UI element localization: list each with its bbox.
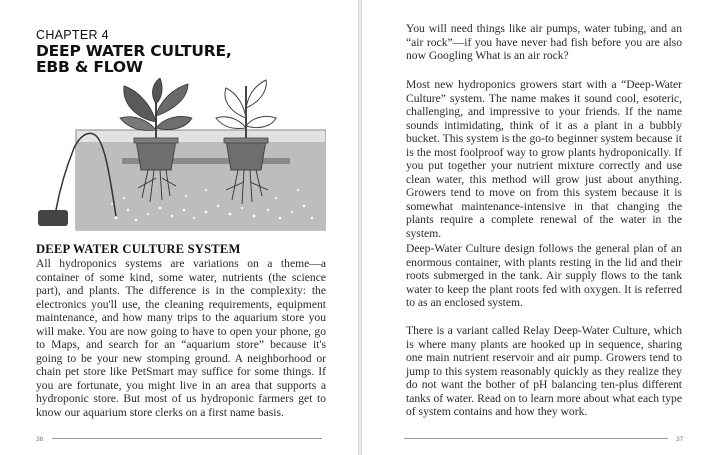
footer-rule-right [404, 438, 668, 439]
chapter-label: CHAPTER 4 [36, 28, 109, 42]
right-paragraph-2: Most new hydroponics growers start with a “Deep-Water Culture” system. The name makes it sound cool, esoteric, challenging, and impressive to your friends. If the name sounds intimidating, think of it as a plant in a bubbly bucket. This system is the go-to beginner system because it is the most foolproof way to grow plants hydroponically. If you put together your nutrient mixture correctly and use clean water, this method will grow just about anything. Growers tend to move on from this system because it is somewhat maintenance-intensive in that changing the plants require a complete renewal of the water in the system. [406, 78, 682, 240]
left-page [0, 0, 358, 455]
footer-rule [52, 438, 322, 439]
page-number-left: 36 [36, 436, 44, 443]
deep-water-culture-illustration [36, 78, 326, 233]
right-paragraph-4: There is a variant called Relay Deep-Water Culture, which is where many plants are hooked up in sequence, sharing one main nutrient reservoir and air pump. Growers tend to jump to this system reasonably quickly as they realize they do not want the bother of pH balancing ten-plus different tanks of water. Read on to learn more about what each type of system contains and how they work. [406, 324, 682, 418]
section-heading: DEEP WATER CULTURE SYSTEM [36, 242, 241, 256]
chapter-title [36, 44, 232, 75]
section-body: All hydroponics systems are variations on a theme—a container of some kind, some water, nutrients (the science part), and plants. The difference is in the complexity: the electronics you'll use, the cleaning requirements, equipment maintenance, and how many trips to the aquarium store you will make. You are now going to have to open your phone, go to Maps, and search for an “aquarium store” because it's going to be your new stomping ground. A neighborhood or chain pet store like PetSmart may suffice for some things. If you are fortunate, you might live in an area that supports a hydroponic store. But most of us hydroponic farmers get to know our aquarium store clerks on a first name basis. [36, 257, 326, 419]
chapter-title-line-1: DEEP WATER CULTURE, [36, 42, 232, 60]
right-paragraph-1: You will need things like air pumps, water tubing, and an “air rock”—if you have never had fish before you are also now Googling What is an air rock? [406, 22, 682, 62]
chapter-title-line-2: EBB & FLOW [36, 57, 143, 76]
right-paragraph-3: Deep-Water Culture design follows the general plan of an enormous container, with plants resting in the lid and their roots submerged in the tank. Air supply flows to the tank water to keep the plant roots fed with oxygen. It is referred to as an enclosed system. [406, 242, 682, 309]
page-number-right: 37 [676, 436, 684, 443]
